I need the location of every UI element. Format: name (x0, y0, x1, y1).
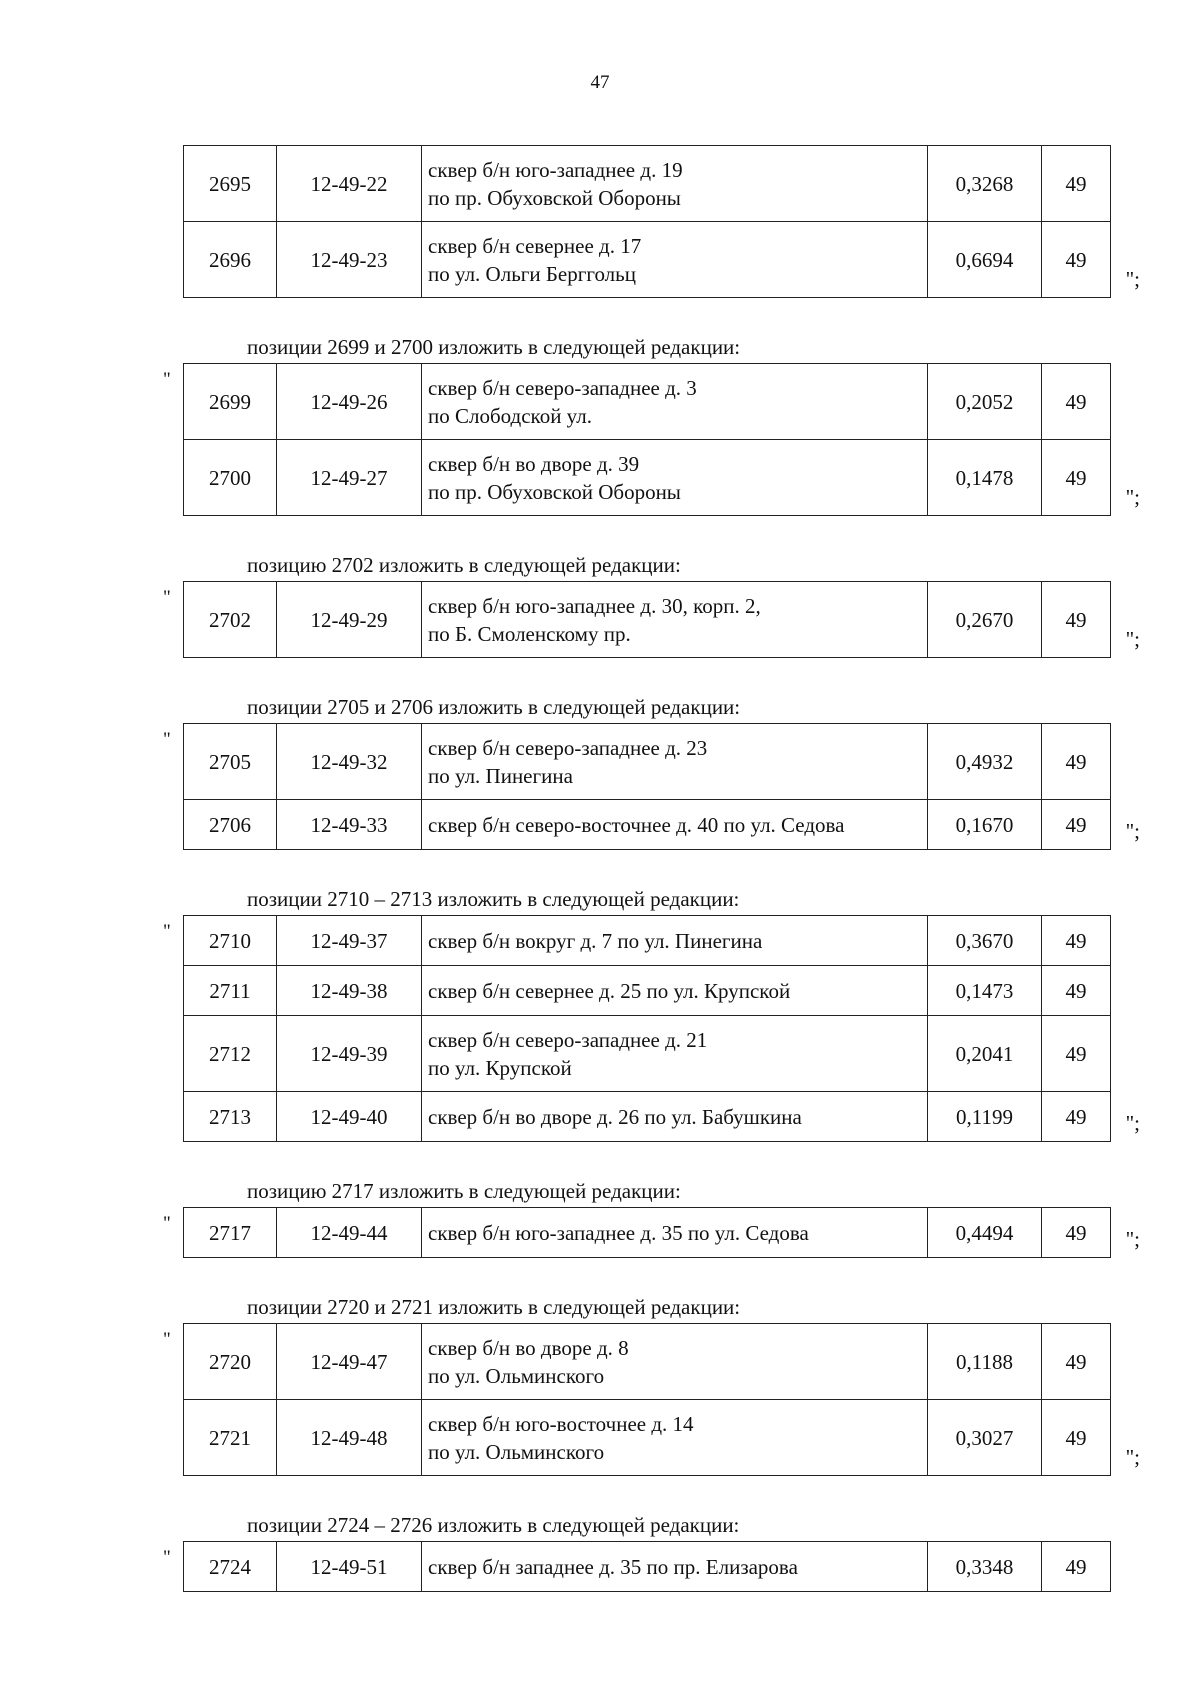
position-number-cell: 2724 (184, 1542, 277, 1592)
table-row (184, 582, 1111, 658)
position-number-cell: 2696 (184, 222, 277, 298)
object-code-cell: 12-49-29 (277, 582, 422, 658)
table-row (184, 724, 1111, 800)
position-number-cell: 2717 (184, 1208, 277, 1258)
description-line: сквер б/н северо-восточнее д. 40 по ул. Седова (428, 812, 845, 837)
object-code-cell: 12-49-51 (277, 1542, 422, 1592)
closing-quote-mark: "; (1125, 1227, 1140, 1251)
object-code-cell: 12-49-37 (277, 916, 422, 966)
table-row (184, 1400, 1111, 1476)
table-row (184, 800, 1111, 850)
district-code-cell: 49 (1042, 1324, 1111, 1400)
positions-table (183, 363, 1111, 516)
description-line: сквер б/н во дворе д. 8 (428, 1335, 629, 1360)
district-code-cell: 49 (1042, 1542, 1111, 1592)
area-cell: 0,4494 (928, 1208, 1042, 1258)
area-cell: 0,1473 (928, 966, 1042, 1016)
amendment-instruction: позиции 2724 – 2726 изложить в следующей редакции: (247, 1513, 740, 1537)
description-line: сквер б/н севернее д. 25 по ул. Крупской (428, 978, 791, 1003)
district-code-cell: 49 (1042, 582, 1111, 658)
district-code-cell: 49 (1042, 916, 1111, 966)
amendment-instruction: позицию 2702 изложить в следующей редакции: (247, 553, 681, 577)
object-code-cell: 12-49-39 (277, 1016, 422, 1092)
area-cell: 0,2041 (928, 1016, 1042, 1092)
area-cell: 0,2052 (928, 364, 1042, 440)
area-cell: 0,3670 (928, 916, 1042, 966)
description-cell (422, 1542, 928, 1592)
description-cell (422, 440, 928, 516)
object-code-cell: 12-49-47 (277, 1324, 422, 1400)
area-cell: 0,6694 (928, 222, 1042, 298)
description-line: по пр. Обуховской Обороны (428, 479, 681, 504)
amendment-block (183, 145, 1140, 298)
amendment-instruction: позиции 2710 – 2713 изложить в следующей редакции: (247, 887, 740, 911)
opening-quote-mark: " (163, 1547, 171, 1568)
closing-quote-mark: "; (1125, 627, 1140, 651)
table-wrapper (163, 581, 1140, 658)
description-line: по ул. Ольминского (428, 1363, 605, 1388)
opening-quote-mark: " (163, 729, 171, 750)
amendment-instruction: позиции 2720 и 2721 изложить в следующей редакции: (247, 1295, 741, 1319)
district-code-cell: 49 (1042, 724, 1111, 800)
opening-quote-mark: " (163, 1213, 171, 1234)
description-cell (422, 1092, 928, 1142)
table-wrapper (163, 915, 1140, 1142)
description-cell (422, 222, 928, 298)
amendment-block (163, 694, 1140, 850)
description-line: сквер б/н во дворе д. 39 (428, 451, 640, 476)
description-line: по пр. Обуховской Обороны (428, 185, 681, 210)
district-code-cell: 49 (1042, 1400, 1111, 1476)
description-cell (422, 364, 928, 440)
object-code-cell: 12-49-44 (277, 1208, 422, 1258)
description-line: сквер б/н северо-западнее д. 23 (428, 735, 708, 760)
closing-quote-mark: "; (1125, 1445, 1140, 1469)
table-row (184, 440, 1111, 516)
amendment-block (163, 1178, 1140, 1258)
closing-quote-mark: "; (1125, 267, 1140, 291)
description-cell (422, 1400, 928, 1476)
positions-table (183, 145, 1111, 298)
description-line: сквер б/н юго-западнее д. 30, корп. 2, (428, 593, 761, 618)
position-number-cell: 2705 (184, 724, 277, 800)
table-wrapper (163, 1541, 1112, 1592)
area-cell: 0,3268 (928, 146, 1042, 222)
amendment-instruction: позицию 2717 изложить в следующей редакции: (247, 1179, 681, 1203)
positions-table (183, 1541, 1111, 1592)
district-code-cell: 49 (1042, 440, 1111, 516)
opening-quote-mark: " (163, 1329, 171, 1350)
area-cell: 0,1670 (928, 800, 1042, 850)
description-cell (422, 800, 928, 850)
table-wrapper (163, 1207, 1140, 1258)
area-cell: 0,1188 (928, 1324, 1042, 1400)
area-cell: 0,1478 (928, 440, 1042, 516)
positions-table (183, 723, 1111, 850)
object-code-cell: 12-49-26 (277, 364, 422, 440)
amendment-instruction: позиции 2699 и 2700 изложить в следующей редакции: (247, 335, 741, 359)
table-row (184, 1016, 1111, 1092)
description-cell (422, 1324, 928, 1400)
opening-quote-mark: " (163, 587, 171, 608)
opening-quote-mark: " (163, 369, 171, 390)
area-cell: 0,3348 (928, 1542, 1042, 1592)
table-row (184, 1092, 1111, 1142)
positions-table (183, 915, 1111, 1142)
description-line: сквер б/н вокруг д. 7 по ул. Пинегина (428, 928, 763, 953)
positions-table (183, 1323, 1111, 1476)
position-number-cell: 2711 (184, 966, 277, 1016)
description-line: по ул. Пинегина (428, 763, 573, 788)
description-line: сквер б/н западнее д. 35 по пр. Елизарова (428, 1554, 798, 1579)
position-number-cell: 2699 (184, 364, 277, 440)
closing-quote-mark: "; (1125, 485, 1140, 509)
table-row (184, 916, 1111, 966)
district-code-cell: 49 (1042, 364, 1111, 440)
table-wrapper (163, 363, 1140, 516)
description-cell (422, 966, 928, 1016)
description-line: сквер б/н юго-восточнее д. 14 (428, 1411, 694, 1436)
table-row (184, 146, 1111, 222)
table-row (184, 966, 1111, 1016)
description-line: по Б. Смоленскому пр. (428, 621, 631, 646)
description-line: по ул. Ольги Берггольц (428, 261, 636, 286)
table-wrapper (163, 1323, 1140, 1476)
description-cell (422, 1208, 928, 1258)
description-cell (422, 724, 928, 800)
table-row (184, 1208, 1111, 1258)
page-number: 47 (590, 72, 610, 93)
description-line: сквер б/н северо-западнее д. 3 (428, 375, 697, 400)
positions-table (183, 1207, 1111, 1258)
district-code-cell: 49 (1042, 800, 1111, 850)
object-code-cell: 12-49-22 (277, 146, 422, 222)
object-code-cell: 12-49-48 (277, 1400, 422, 1476)
area-cell: 0,3027 (928, 1400, 1042, 1476)
amendment-block (163, 1294, 1140, 1476)
object-code-cell: 12-49-23 (277, 222, 422, 298)
description-cell (422, 146, 928, 222)
table-wrapper (183, 145, 1140, 298)
object-code-cell: 12-49-27 (277, 440, 422, 516)
description-cell (422, 582, 928, 658)
position-number-cell: 2702 (184, 582, 277, 658)
district-code-cell: 49 (1042, 1016, 1111, 1092)
description-line: по ул. Крупской (428, 1055, 572, 1080)
area-cell: 0,1199 (928, 1092, 1042, 1142)
position-number-cell: 2713 (184, 1092, 277, 1142)
position-number-cell: 2712 (184, 1016, 277, 1092)
amendment-block (163, 334, 1140, 516)
description-cell (422, 916, 928, 966)
object-code-cell: 12-49-33 (277, 800, 422, 850)
position-number-cell: 2695 (184, 146, 277, 222)
description-line: сквер б/н во дворе д. 26 по ул. Бабушкина (428, 1104, 802, 1129)
amendment-block (163, 1512, 1112, 1592)
closing-quote-mark: "; (1125, 819, 1140, 843)
closing-quote-mark: "; (1125, 1111, 1140, 1135)
description-line: сквер б/н северо-западнее д. 21 (428, 1027, 708, 1052)
position-number-cell: 2706 (184, 800, 277, 850)
description-line: сквер б/н юго-западнее д. 19 (428, 157, 683, 182)
description-line: по ул. Ольминского (428, 1439, 605, 1464)
table-wrapper (163, 723, 1140, 850)
district-code-cell: 49 (1042, 1208, 1111, 1258)
position-number-cell: 2720 (184, 1324, 277, 1400)
table-row (184, 364, 1111, 440)
table-row (184, 1542, 1111, 1592)
description-line: сквер б/н севернее д. 17 (428, 233, 642, 258)
position-number-cell: 2710 (184, 916, 277, 966)
object-code-cell: 12-49-38 (277, 966, 422, 1016)
opening-quote-mark: " (163, 921, 171, 942)
amendment-block (163, 552, 1140, 658)
position-number-cell: 2721 (184, 1400, 277, 1476)
amendment-instruction: позиции 2705 и 2706 изложить в следующей редакции: (247, 695, 741, 719)
object-code-cell: 12-49-40 (277, 1092, 422, 1142)
amendment-block (163, 886, 1140, 1142)
district-code-cell: 49 (1042, 146, 1111, 222)
table-row (184, 1324, 1111, 1400)
description-cell (422, 1016, 928, 1092)
table-row (184, 222, 1111, 298)
area-cell: 0,4932 (928, 724, 1042, 800)
object-code-cell: 12-49-32 (277, 724, 422, 800)
document-body (163, 145, 1140, 1592)
district-code-cell: 49 (1042, 1092, 1111, 1142)
district-code-cell: 49 (1042, 222, 1111, 298)
district-code-cell: 49 (1042, 966, 1111, 1016)
description-line: по Слободской ул. (428, 403, 592, 428)
description-line: сквер б/н юго-западнее д. 35 по ул. Седова (428, 1220, 809, 1245)
position-number-cell: 2700 (184, 440, 277, 516)
area-cell: 0,2670 (928, 582, 1042, 658)
positions-table (183, 581, 1111, 658)
